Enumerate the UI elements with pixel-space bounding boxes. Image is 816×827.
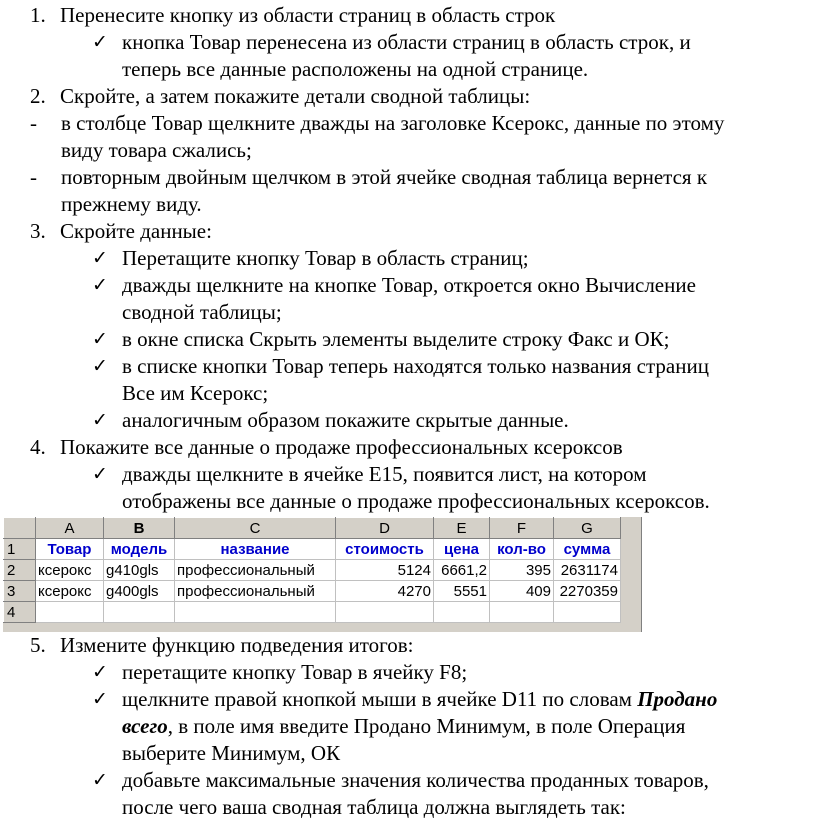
plain-text: , в поле имя введите Продано Минимум, в поле Операция — [167, 714, 686, 738]
check-item-text: после чего ваша сводная таблица должна выглядеть так: — [122, 795, 626, 819]
step-2 — [30, 83, 531, 110]
check-item-text: отображены все данные о продаже профессиональных ксероксов. — [122, 489, 710, 513]
spreadsheet — [3, 517, 642, 632]
column-header-g[interactable]: G — [554, 518, 621, 539]
cell[interactable]: g400gls — [104, 581, 175, 602]
cell[interactable] — [490, 602, 554, 623]
column-header-e[interactable]: E — [434, 518, 490, 539]
check-item-text: дважды щелкните на кнопке Товар, откроется окно Вычисление — [122, 273, 696, 297]
dash-bullet: - — [30, 111, 37, 135]
table-row — [4, 539, 621, 560]
check-item-text: кнопка Товар перенесена из области страниц в область строк, и — [122, 30, 691, 54]
step-number: 5. — [30, 633, 46, 657]
check-item-text — [122, 713, 685, 740]
row-header[interactable]: 3 — [4, 581, 36, 602]
check-item-text: аналогичным образом покажите скрытые данные. — [122, 408, 569, 432]
check-icon: ✓ — [92, 409, 108, 431]
check-item-text: теперь все данные расположены на одной странице. — [122, 57, 589, 81]
cell[interactable]: 409 — [490, 581, 554, 602]
check-item-text: дважды щелкните в ячейке E15, появится лист, на котором — [122, 462, 647, 486]
column-header-row — [4, 518, 621, 539]
plain-text: щелкните правой кнопкой мыши в ячейке D11 по словам — [122, 687, 638, 711]
check-icon: ✓ — [92, 688, 108, 710]
cell[interactable]: сумма — [554, 539, 621, 560]
cell[interactable]: модель — [104, 539, 175, 560]
cell[interactable]: 395 — [490, 560, 554, 581]
row-header[interactable]: 4 — [4, 602, 36, 623]
cell[interactable]: название — [175, 539, 336, 560]
cell[interactable]: 5124 — [336, 560, 434, 581]
step-title: Скройте данные: — [60, 219, 212, 243]
cell[interactable] — [434, 602, 490, 623]
table-row — [4, 602, 621, 623]
column-header-b[interactable]: B — [104, 518, 175, 539]
check-icon: ✓ — [92, 31, 108, 53]
emphasis-text: всего — [122, 714, 168, 738]
check-icon: ✓ — [92, 274, 108, 296]
check-item-text: перетащите кнопку Товар в ячейку F8; — [122, 660, 468, 684]
step-title: Покажите все данные о продаже профессиональных ксероксов — [60, 435, 623, 459]
step-title: Скройте, а затем покажите детали сводной таблицы: — [60, 84, 531, 108]
cell[interactable]: профессиональный — [175, 581, 336, 602]
column-header-d[interactable]: D — [336, 518, 434, 539]
step-number: 3. — [30, 219, 46, 243]
step-1 — [30, 2, 556, 29]
check-item-text: сводной таблицы; — [122, 300, 282, 324]
dash-item-text: виду товара сжались; — [61, 138, 252, 162]
cell[interactable] — [554, 602, 621, 623]
table-row — [4, 560, 621, 581]
cell[interactable] — [175, 602, 336, 623]
cell[interactable]: 2270359 — [554, 581, 621, 602]
check-icon: ✓ — [92, 247, 108, 269]
cell[interactable]: Товар — [36, 539, 104, 560]
cell[interactable]: цена — [434, 539, 490, 560]
step-title: Измените функцию подведения итогов: — [60, 633, 414, 657]
step-number: 4. — [30, 435, 46, 459]
check-icon: ✓ — [92, 769, 108, 791]
step-title: Перенесите кнопку из области страниц в область строк — [60, 3, 556, 27]
dash-item-text: прежнему виду. — [61, 192, 202, 216]
cell[interactable]: 4270 — [336, 581, 434, 602]
row-header[interactable]: 1 — [4, 539, 36, 560]
cell[interactable]: 2631174 — [554, 560, 621, 581]
check-item-text: Все им Ксерокс; — [122, 381, 269, 405]
spreadsheet-grid — [3, 517, 621, 623]
cell[interactable] — [336, 602, 434, 623]
cell[interactable]: ксерокс — [36, 560, 104, 581]
select-all-corner[interactable] — [4, 518, 36, 539]
step-number: 2. — [30, 84, 46, 108]
check-item-text: в окне списка Скрыть элементы выделите строку Факс и ОК; — [122, 327, 670, 351]
dash-item-text: в столбце Товар щелкните дважды на заголовке Ксерокс, данные по этому — [61, 111, 725, 135]
check-item-text: в списке кнопки Товар теперь находятся только названия страниц — [122, 354, 709, 378]
step-3 — [30, 218, 212, 245]
emphasis-text: Продано — [637, 687, 718, 711]
cell[interactable] — [36, 602, 104, 623]
cell[interactable] — [104, 602, 175, 623]
check-item-text: добавьте максимальные значения количества проданных товаров, — [122, 768, 709, 792]
column-header-f[interactable]: F — [490, 518, 554, 539]
check-icon: ✓ — [92, 328, 108, 350]
check-icon: ✓ — [92, 355, 108, 377]
cell[interactable]: g410gls — [104, 560, 175, 581]
check-item-text: Перетащите кнопку Товар в область страниц; — [122, 246, 529, 270]
check-item-text — [122, 686, 717, 713]
cell[interactable]: 5551 — [434, 581, 490, 602]
column-header-c[interactable]: C — [175, 518, 336, 539]
check-icon: ✓ — [92, 463, 108, 485]
column-header-a[interactable]: A — [36, 518, 104, 539]
cell[interactable]: стоимость — [336, 539, 434, 560]
check-item-text: выберите Минимум, ОК — [122, 741, 341, 765]
table-row — [4, 581, 621, 602]
cell[interactable]: профессиональный — [175, 560, 336, 581]
check-icon: ✓ — [92, 661, 108, 683]
step-5 — [30, 632, 414, 659]
cell[interactable]: 6661,2 — [434, 560, 490, 581]
cell[interactable]: кол-во — [490, 539, 554, 560]
dash-item-text: повторным двойным щелчком в этой ячейке сводная таблица вернется к — [61, 165, 708, 189]
cell[interactable]: ксерокс — [36, 581, 104, 602]
row-header[interactable]: 2 — [4, 560, 36, 581]
step-number: 1. — [30, 3, 46, 27]
dash-bullet: - — [30, 165, 37, 189]
step-4 — [30, 434, 623, 461]
